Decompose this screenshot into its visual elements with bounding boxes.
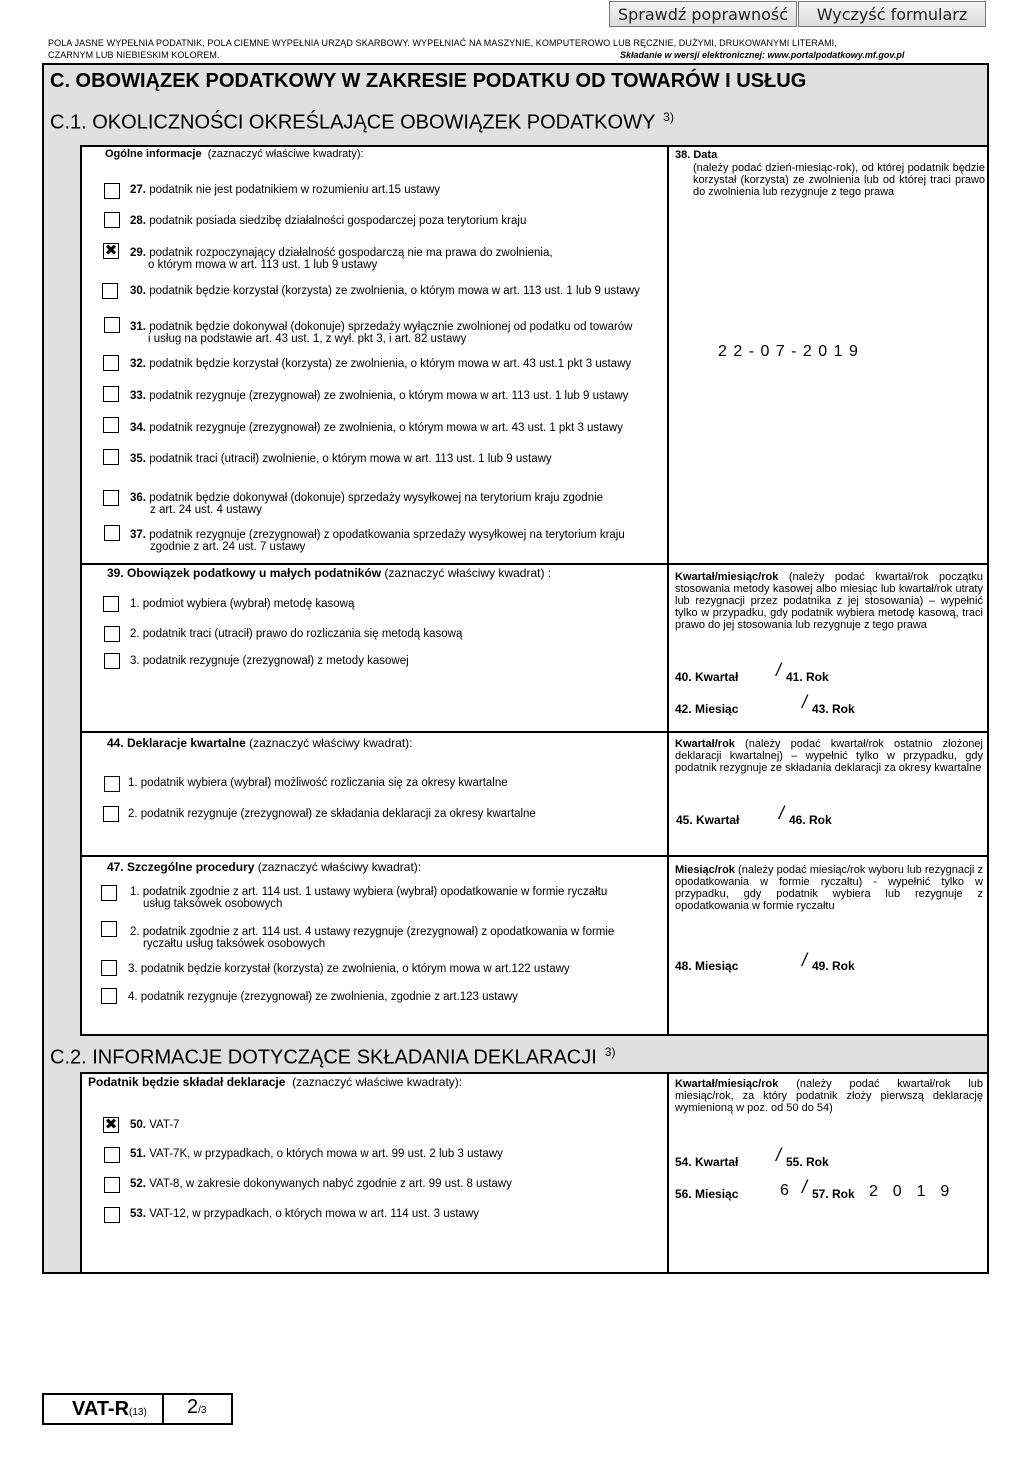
option-44-1: 1. podatnik wybiera (wybrał) możliwość rozliczania się za okresy kwartalne [128, 777, 508, 789]
item-number: 32. [130, 358, 146, 370]
field-57-label: 57. Rok [812, 1187, 855, 1201]
section-c-title: C. OBOWIĄZEK PODATKOWY W ZAKRESIE PODATKU OD TOWARÓW I USŁUG [50, 70, 807, 92]
item-text: podatnik rezygnuje (zrezygnował) ze zwolnienia, o którym mowa w art. 43 ust. 1 pkt 3 ustawy [149, 422, 623, 434]
field-57-value[interactable]: 2 0 1 9 [869, 1183, 952, 1200]
item-number: 28. [130, 215, 146, 227]
field-40-label: 40. Kwartał [675, 670, 739, 684]
item-51 [130, 1148, 503, 1160]
checkbox-31[interactable] [104, 317, 120, 333]
checkbox-53[interactable] [104, 1207, 120, 1223]
c2-hint: (zaznaczyć właściwe kwadraty): [292, 1075, 463, 1089]
checkbox-36[interactable] [103, 490, 119, 506]
general-info-hint: (zaznaczyć właściwe kwadraty): [207, 148, 364, 160]
section-c1-title-text: C.1. OKOLICZNOŚCI OKREŚLAJĄCE OBOWIĄZEK PODATKOWY [50, 111, 656, 134]
footer-page-number [187, 1396, 206, 1419]
footnote-ref: 3) [663, 110, 674, 124]
field-41-label: 41. Rok [786, 670, 829, 684]
field-47-right-text: (należy podać miesiąc/rok wyboru lub rezygnacji z opodatkowania w formie ryczałtu) - wypełnić tylko w przypadku, gdy podatnik wybiera lub rezygnuje z opodatkowania w formie ryczałtu [675, 864, 983, 912]
item-text: VAT-8, w zakresie dokonywanych nabyć zgodnie z art. 99 ust. 8 ustawy [149, 1178, 512, 1190]
checkbox-29[interactable]: ✖ [104, 242, 118, 259]
c1-column-divider [667, 145, 669, 1036]
item-32 [130, 358, 631, 370]
item-53 [130, 1208, 479, 1220]
page-total: /3 [198, 1405, 207, 1416]
item-number: 53. [130, 1208, 146, 1220]
option-44-2: 2. podatnik rezygnuje (zrezygnował) ze składania deklaracji za okresy kwartalne [128, 808, 536, 820]
item-number: 33. [130, 390, 146, 402]
field-44-right-text: (należy podać kwartał/rok ostatnio złożonej deklaracji kwartalnej) – wypełnić tylko w przypadku, gdy podatnik rezygnuje ze składania deklaracji za okresy kwartalne [675, 738, 983, 774]
field-56-value[interactable]: 6 [780, 1182, 789, 1199]
field-49-label: 49. Rok [812, 959, 855, 973]
item-text: podatnik będzie dokonywał (dokonuje) sprzedaży wysyłkowej na terytorium kraju zgodnie [149, 492, 604, 504]
row-divider [80, 563, 989, 565]
checkbox-50[interactable]: ✖ [104, 1116, 118, 1133]
checkbox-39-1[interactable] [103, 596, 119, 612]
item-text-cont: o którym mowa w art. 113 ust. 1 lub 9 ustawy [148, 259, 378, 271]
checkbox-33[interactable] [103, 386, 119, 402]
item-28 [130, 215, 526, 227]
item-number: 36. [130, 492, 146, 504]
checkbox-39-3[interactable] [104, 653, 120, 669]
item-text: podatnik będzie korzystał (korzysta) ze zwolnienia, o którym mowa w art. 113 ust. 1 lub 9 ustawy [149, 285, 640, 297]
checkbox-51[interactable] [104, 1147, 120, 1163]
option-39-2: 2. podatnik traci (utracił) prawo do rozliczania się metodą kasową [130, 628, 463, 640]
item-52 [130, 1178, 512, 1190]
section-c1-title [50, 110, 674, 135]
checkbox-35[interactable] [103, 449, 119, 465]
item-text: podatnik rezygnuje (zrezygnował) ze zwolnienia, o którym mowa w art. 113 ust. 1 lub 9 ustawy [149, 390, 629, 402]
field-55-label: 55. Rok [786, 1155, 829, 1169]
item-37 [130, 529, 625, 553]
item-text: VAT-7K, w przypadkach, o których mowa w art. 99 ust. 2 lub 3 ustawy [149, 1148, 503, 1160]
section-c2-title [50, 1045, 615, 1070]
field-38-desc: (należy podać dzień-miesiąc-rok), od której podatnik będzie korzystał (korzysta) ze zwolnienia lub od której traci prawo do zwolnienia lub rezygnuje z tego prawa [693, 162, 985, 198]
checkbox-37[interactable] [104, 525, 120, 541]
item-number: 51. [130, 1148, 146, 1160]
item-text: podatnik rezygnuje (zrezygnował) z opodatkowania sprzedaży wysyłkowej na terytorium kraju [149, 529, 625, 541]
item-number: 31. [130, 321, 146, 333]
option-47-3: 3. podatnik będzie korzystał (korzysta) ze zwolnienia, o którym mowa w art.122 ustawy [128, 963, 570, 975]
slash-separator: / [802, 1177, 808, 1197]
checkbox-47-4[interactable] [101, 988, 117, 1004]
clear-button[interactable]: Wyczyść formularz [798, 1, 986, 27]
checkbox-52[interactable] [104, 1177, 120, 1193]
c2-label: Podatnik będzie składał deklaracje [88, 1075, 286, 1089]
field-44-right-desc [675, 738, 983, 774]
field-39-right-text: (należy podać kwartał/rok początku stosowania metody kasowej albo miesiąc lub kwartał/rok utraty lub rezygnacji przez podatnika z jej stosowania) – wypełnić tylko w przypadku, gdy podatnik wybiera metodę kasową, traci prawo do jej stosowania lub rezygnuje z tego prawa [675, 571, 984, 631]
slash-separator: / [802, 950, 808, 970]
item-text-cont: z art. 24 ust. 4 ustawy [150, 504, 262, 516]
general-info-heading [105, 148, 364, 160]
c2-heading [88, 1076, 462, 1089]
checkbox-32[interactable] [103, 355, 119, 371]
field-39-right-label: Kwartał/miesiąc/rok [675, 571, 779, 583]
footnote-ref: 3) [604, 1045, 616, 1059]
footer-form-code [72, 1398, 147, 1421]
field-45-label: 45. Kwartał [676, 813, 740, 827]
checkbox-47-2[interactable] [101, 921, 117, 937]
form-name: VAT-R [72, 1398, 130, 1420]
section-c2-title-text: C.2. INFORMACJE DOTYCZĄCE SKŁADANIA DEKLARACJI [50, 1046, 597, 1069]
slash-separator: / [802, 692, 808, 712]
field-47-hint: (zaznaczyć właściwy kwadrat): [257, 860, 422, 874]
item-text-cont: zgodnie z art. 24 ust. 7 ustawy [150, 541, 306, 553]
item-number: 29. [130, 247, 146, 259]
option-text-cont: usług taksówek osobowych [143, 898, 283, 910]
field-47-right-desc [675, 864, 983, 912]
page-current: 2 [187, 1396, 199, 1418]
field-44-heading [107, 737, 412, 750]
field-46-label: 46. Rok [789, 813, 832, 827]
field-39-right-desc [675, 571, 983, 631]
checkbox-47-3[interactable] [101, 960, 117, 976]
field-39-label: 39. Obowiązek podatkowy u małych podatników [107, 566, 382, 580]
item-27 [130, 184, 440, 196]
option-text: 1. podatnik zgodnie z art. 114 ust. 1 ustawy wybiera (wybrał) opodatkowanie w formie ryczałtu [130, 886, 608, 898]
field-44-right-label: Kwartał/rok [675, 738, 735, 750]
item-33 [130, 390, 628, 402]
fill-notice-line2: CZARNYM LUB NIEBIESKIM KOLOREM. [48, 50, 220, 60]
fill-notice-line1: POLA JASNE WYPEŁNIA PODATNIK, POLA CIEMNE WYPEŁNIA URZĄD SKARBOWY. WYPEŁNIAĆ NA MASZYNIE, KOMPUTEROWO LUB RĘCZNIE, DUŻYMI, DRUKOWANYMI LITERAMI, [48, 38, 837, 48]
field-56-label: 56. Miesiąc [675, 1187, 739, 1201]
field-39-heading [107, 567, 551, 580]
item-number: 35. [130, 453, 146, 465]
item-text-cont: i usług na podstawie art. 43 ust. 1, z wył. pkt 3, i art. 82 ustawy [148, 333, 467, 345]
slash-separator: / [779, 803, 785, 823]
option-47-4: 4. podatnik rezygnuje (zrezygnował) ze zwolnienia, zgodnie z art.123 ustawy [128, 991, 518, 1003]
checkbox-44-1[interactable] [104, 776, 120, 792]
slash-separator: / [776, 660, 782, 680]
item-number: 30. [130, 285, 146, 297]
c2-right-label: Kwartał/miesiąc/rok [675, 1078, 779, 1090]
field-38-label: 38. Data [675, 149, 718, 161]
field-39-hint: (zaznaczyć właściwy kwadrat) : [384, 566, 552, 580]
c2-column-divider [667, 1072, 669, 1274]
field-44-hint: (zaznaczyć właściwy kwadrat): [249, 736, 413, 750]
checkbox-27[interactable] [104, 183, 120, 199]
checkbox-34[interactable] [103, 417, 119, 433]
checkbox-28[interactable] [104, 212, 120, 228]
checkbox-47-1[interactable] [101, 885, 117, 901]
general-info-label: Ogólne informacje [105, 148, 202, 160]
option-text-cont: ryczałtu usług taksówek osobowych [143, 938, 326, 950]
check-button[interactable]: Sprawdź poprawność [609, 1, 797, 27]
row-divider [80, 731, 989, 733]
slash-separator: / [776, 1145, 782, 1165]
option-39-1: 1. podmiot wybiera (wybrał) metodę kasową [130, 598, 355, 610]
item-number: 52. [130, 1178, 146, 1190]
form-version: (13) [129, 1407, 147, 1418]
item-text: podatnik posiada siedzibę działalności gospodarczej poza terytorium kraju [149, 215, 527, 227]
item-50 [130, 1119, 179, 1131]
efile-notice: Składanie w wersji elektronicznej: www.portalpodatkowy.mf.gov.pl [620, 50, 905, 60]
item-29 [130, 247, 553, 271]
item-text: VAT-12, w przypadkach, o których mowa w art. 114 ust. 3 ustawy [149, 1208, 480, 1220]
field-54-label: 54. Kwartał [675, 1155, 739, 1169]
item-34 [130, 422, 623, 434]
checkbox-39-2[interactable] [104, 626, 120, 642]
field-42-label: 42. Miesiąc [675, 702, 739, 716]
field-44-label: 44. Deklaracje kwartalne [107, 736, 246, 750]
item-text: podatnik będzie dokonywał (dokonuje) sprzedaży wyłącznie zwolnionej od podatku od towarów [149, 321, 633, 333]
item-text: podatnik nie jest podatnikiem w rozumieniu art.15 ustawy [149, 184, 441, 196]
c2-right-desc [675, 1078, 983, 1114]
field-47-label: 47. Szczególne procedury [107, 860, 255, 874]
option-39-3: 3. podatnik rezygnuje (zrezygnował) z metody kasowej [130, 655, 409, 667]
field-48-label: 48. Miesiąc [675, 959, 739, 973]
item-number: 27. [130, 184, 146, 196]
item-number: 37. [130, 529, 146, 541]
field-47-right-label: Miesiąc/rok [675, 864, 735, 876]
field-38-value[interactable]: 2 2 - 0 7 - 2 0 1 9 [718, 343, 859, 360]
field-47-heading [107, 861, 421, 874]
item-35 [130, 453, 552, 465]
item-text: VAT-7 [149, 1119, 180, 1131]
option-text: 2. podatnik zgodnie z art. 114 ust. 4 ustawy rezygnuje (zrezygnował) z opodatkowania w formie [130, 926, 615, 938]
option-47-2 [130, 926, 614, 950]
field-43-label: 43. Rok [812, 702, 855, 716]
item-text: podatnik będzie korzystał (korzysta) ze zwolnienia, o którym mowa w art. 43 ust.1 pkt 3 ustawy [149, 358, 632, 370]
option-47-1 [130, 886, 607, 910]
checkbox-30[interactable] [102, 283, 118, 299]
item-text: podatnik rozpoczynający działalność gospodarczą nie ma prawa do zwolnienia, [149, 247, 553, 259]
item-number: 34. [130, 422, 146, 434]
checkbox-44-2[interactable] [103, 806, 119, 822]
item-31 [130, 321, 633, 345]
item-30 [130, 285, 640, 297]
item-36 [130, 492, 603, 516]
row-divider [80, 855, 989, 857]
item-text: podatnik traci (utracił) zwolnienie, o którym mowa w art. 113 ust. 1 lub 9 ustawy [149, 453, 552, 465]
c2-right-text: (należy podać kwartał/rok lub miesiąc/rok, za który podatnik złoży pierwszą deklarację wymienioną w poz. od 50 do 54) [675, 1078, 983, 1114]
item-number: 50. [130, 1119, 146, 1131]
